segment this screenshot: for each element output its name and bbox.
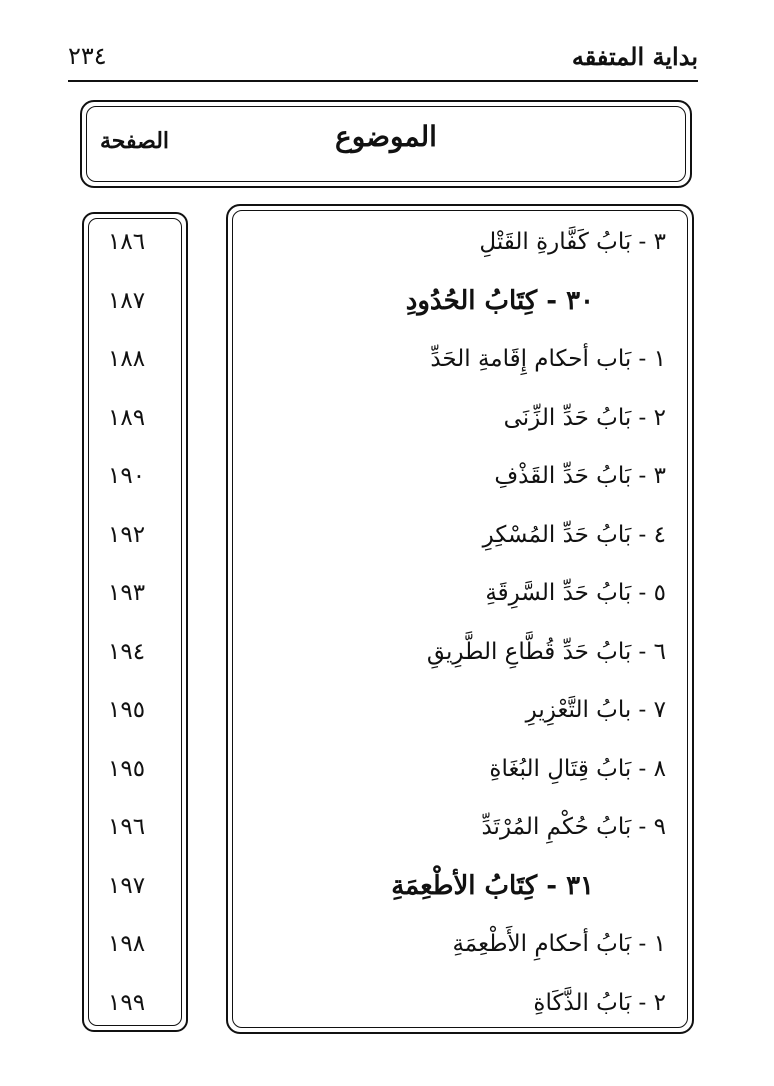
toc-entry-title: ٤ - بَابُ حَدِّ المُسْكِرِ — [482, 522, 666, 548]
toc-page-number: ١٩٤ — [108, 639, 146, 665]
toc-entry-title: ٦ - بَابُ حَدِّ قُطَّاعِ الطَّرِيقِ — [426, 639, 666, 665]
page-numbers-box — [82, 212, 188, 1032]
toc-chapter-row — [0, 339, 774, 379]
toc-page-number: ١٨٦ — [108, 229, 146, 255]
toc-page-number: ١٩٥ — [108, 756, 146, 782]
topic-column-heading: الموضوع — [335, 120, 437, 153]
toc-chapter-row — [0, 749, 774, 789]
toc-book-row — [0, 866, 774, 906]
toc-chapter-row — [0, 573, 774, 613]
toc-chapter-row — [0, 924, 774, 964]
toc-chapter-row — [0, 807, 774, 847]
page-number: ٢٣٤ — [68, 42, 107, 70]
toc-chapter-row — [0, 983, 774, 1023]
toc-chapter-row — [0, 515, 774, 555]
toc-page-number: ١٩٩ — [108, 990, 146, 1016]
toc-chapter-row — [0, 690, 774, 730]
toc-entry-title: ١ - بَاب أحكام إِقَامةِ الحَدِّ — [430, 346, 666, 372]
toc-entry-title: ٣ - بَابُ حَدِّ القَذْفِ — [494, 463, 666, 489]
toc-entry-title: ٢ - بَابُ حَدِّ الزِّنَى — [503, 405, 666, 431]
header-rule — [68, 80, 698, 82]
toc-entry-title: ٣٠ - كِتَابُ الحُدُودِ — [405, 286, 594, 316]
toc-page-number: ١٩٦ — [108, 814, 146, 840]
toc-entry-title: ٨ - بَابُ قِتَالِ البُغَاةِ — [489, 756, 666, 782]
toc-chapter-row — [0, 632, 774, 672]
page-header — [68, 40, 698, 86]
toc-page-number: ١٨٩ — [108, 405, 146, 431]
toc-entry-title: ٢ - بَابُ الذَّكَاةِ — [533, 990, 666, 1016]
toc-entry-title: ٧ - بابُ التَّعْزِيرِ — [525, 697, 666, 723]
toc-entry-title: ٥ - بَابُ حَدِّ السَّرِقَةِ — [485, 580, 666, 606]
toc-entry-title: ٣ - بَابُ كَفَّارةِ القَتْلِ — [479, 229, 666, 255]
toc-page-number: ١٨٨ — [108, 346, 146, 372]
toc-page-number: ١٩٨ — [108, 931, 146, 957]
toc-entry-title: ٣١ - كِتَابُ الأطْعِمَةِ — [391, 871, 594, 901]
toc-entry-title: ١ - بَابُ أحكامِ الأَطْعِمَةِ — [452, 931, 666, 957]
toc-page-number: ١٩٧ — [108, 873, 146, 899]
toc-page-number: ١٩٥ — [108, 697, 146, 723]
running-title: بداية المتفقه — [571, 42, 698, 71]
toc-page-number: ١٩٣ — [108, 580, 146, 606]
toc-page-number: ١٩٠ — [108, 463, 146, 489]
table-header-box — [80, 100, 692, 188]
page-column-heading: الصفحة — [100, 128, 170, 154]
toc-page-number: ١٩٢ — [108, 522, 146, 548]
toc-chapter-row — [0, 222, 774, 262]
toc-page-number: ١٨٧ — [108, 288, 146, 314]
topics-box — [226, 204, 694, 1034]
toc-book-row — [0, 281, 774, 321]
toc-entry-title: ٩ - بَابُ حُكْمِ المُرْتَدِّ — [481, 814, 666, 840]
toc-chapter-row — [0, 398, 774, 438]
toc-chapter-row — [0, 456, 774, 496]
